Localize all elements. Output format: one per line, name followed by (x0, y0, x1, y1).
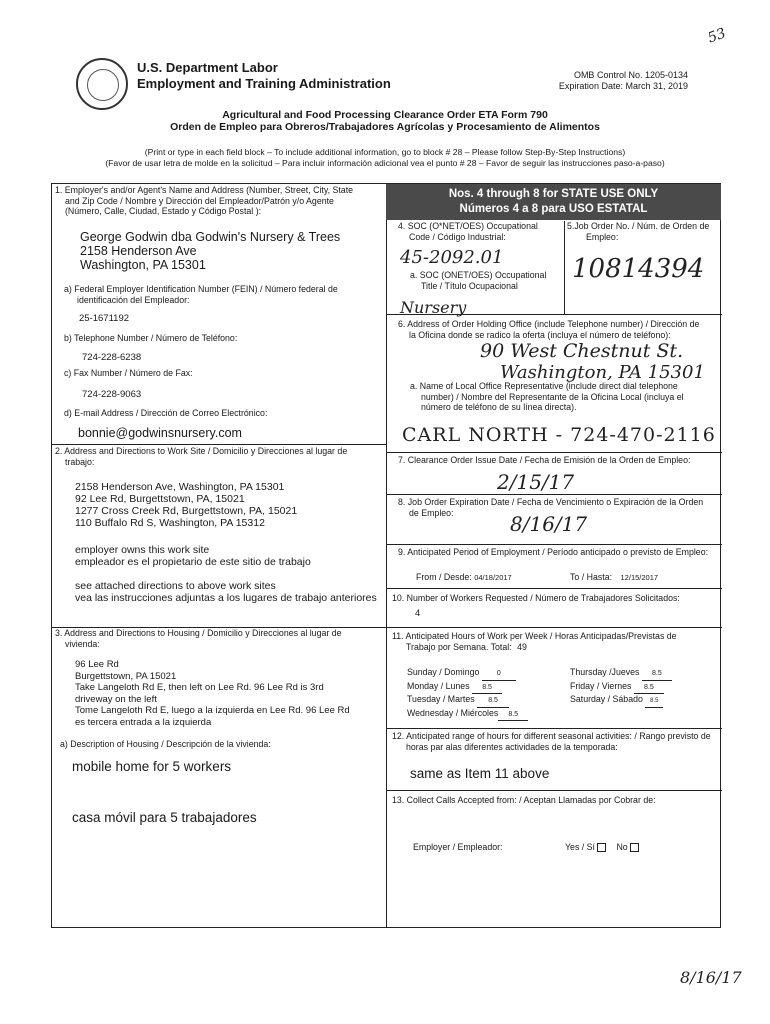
issue-date: 2/15/17 (497, 470, 575, 494)
expiration-date: 8/16/17 (510, 512, 588, 536)
fein-value: 25-1671192 (79, 313, 130, 324)
block-2-label: 2. Address and Directions to Work Site / Domicilio y Direcciones al lugar de trabajo: (55, 446, 348, 467)
divider (386, 790, 722, 791)
housing-address: 96 Lee Rd Burgettstown, PA 15021 Take Langeloth Rd E, then left on Lee Rd. 96 Lee Rd is 3rd driveway on the left Tome Langeloth Rd E, luego a la izquierda en Lee Rd. 96 Lee Rd es tercera entrada a la izquierda (75, 659, 350, 728)
work-sites: 2158 Henderson Ave, Washington, PA 15301 92 Lee Rd, Burgettstown, PA, 15021 1277 Cross Creek Rd, Burgettstown, PA, 15021 110 Buffalo Rd S, Washington, PA 15312 (75, 481, 298, 529)
block-8-label: 8. Job Order Expiration Date / Fecha de Vencimiento o Expiración de la Orden de Empleo: (398, 497, 704, 518)
office-address-line1: 90 West Chestnut St. (480, 340, 684, 362)
divider (386, 728, 722, 729)
block-3-label: 3. Address and Directions to Housing / Domicilio y Direcciones al lugar de vivienda: (55, 628, 342, 649)
block-11-label: 11. Anticipated Hours of Work per Week / Horas Anticipadas/Previstas de Trabajo por Semana. Total: 49 (392, 631, 677, 652)
phone-value: 724-228-6238 (82, 352, 142, 363)
divider (386, 494, 722, 495)
housing-desc-en: mobile home for 5 workers (72, 759, 232, 774)
banner-es: Números 4 a 8 para USO ESTATAL (459, 203, 648, 215)
department-name: U.S. Department Labor (137, 60, 278, 75)
to-date: 12/15/2017 (620, 573, 659, 582)
divider (52, 444, 386, 445)
office-representative: CARL NORTH - 724-470-2116 (402, 424, 716, 446)
divider (386, 544, 722, 545)
tuesday-hours: Tuesday / Martes 8.5 (407, 694, 528, 708)
banner-en: Nos. 4 through 8 for STATE USE ONLY (448, 188, 659, 200)
directions-note: see attached directions to above work sites vea las instrucciones adjuntas a los lugares de trabajo anteriores (75, 580, 377, 604)
omb-info (559, 70, 688, 92)
block-1-label: 1. Employer's and/or Agent's Name and Address (Number, Street, City, State and Zip Code / Nombre y Dirección del Empleador/Patrón y/o Agente (Número, Calle, Ciudad, Estado y Código Postal ): (55, 185, 354, 216)
dol-seal-icon (76, 58, 128, 110)
collect-calls-options: Yes / Sí No (565, 842, 639, 853)
ownership-note: employer owns this work site empleador es el propietario de este sitio de trabajo (75, 544, 311, 568)
block-4-label: 4. SOC (O*NET/OES) Occupational Code / Código Industrial: (398, 221, 538, 242)
seasonal-range: same as Item 11 above (410, 766, 550, 781)
collect-calls-employer: Employer / Empleador: (413, 842, 503, 852)
employer-street: 2158 Henderson Ave (80, 244, 197, 258)
fax-value: 724-228-9063 (82, 389, 142, 400)
office-address-line2: Washington, PA 15301 (500, 362, 705, 383)
total-hours: 49 (517, 641, 527, 652)
block-7-label: 7. Clearance Order Issue Date / Fecha de Emisión de la Orden de Empleo: (398, 455, 691, 465)
period-from: From / Desde: 04/18/2017 (416, 572, 512, 582)
omb-expiration: Expiration Date: March 31, 2019 (558, 81, 688, 91)
block-9-label: 9. Anticipated Period of Employment / Período anticipado o previsto de Empleo: (398, 547, 709, 557)
yes-checkbox[interactable] (597, 843, 606, 852)
employer-city: Washington, PA 15301 (80, 258, 206, 272)
saturday-hours: Saturday / Sábado 8.5 (570, 694, 672, 708)
fein-label: a) Federal Employer Identification Number (FEIN) / Número federal de identificación del Empleador: (64, 284, 338, 305)
state-use-banner (386, 184, 721, 220)
email-label: d) E-mail Address / Dirección de Correo Electrónico: (64, 408, 268, 418)
period-to: To / Hasta: 12/15/2017 (570, 572, 659, 582)
housing-desc-label: a) Description of Housing / Descripción de la vivienda: (60, 739, 271, 749)
wednesday-hours: Wednesday / Miércoles 8.5 (407, 708, 528, 722)
agency-name: Employment and Training Administration (137, 76, 391, 91)
divider (386, 627, 722, 628)
workers-requested: 4 (415, 608, 421, 619)
block-12-label: 12. Anticipated range of hours for different seasonal activities: / Rango previsto de horas par alas diferentes actividades de la temporada: (392, 731, 711, 752)
fax-label: c) Fax Number / Número de Fax: (64, 368, 193, 378)
hours-weekdays-left (407, 667, 528, 721)
instructions-en: (Print or type in each field block – To include additional information, go to block # 28 – Please follow Step-By-Step Instructions) (144, 147, 626, 157)
soc-title: Nursery (400, 298, 467, 317)
soc-code: 45-2092.01 (400, 247, 504, 268)
job-order-number: 10814394 (572, 254, 705, 284)
thursday-hours: Thursday /Jueves 8.5 (570, 667, 672, 681)
block-10-label: 10. Number of Workers Requested / Número de Trabajadores Solicitados: (392, 593, 680, 603)
corner-mark: 53 (705, 25, 729, 47)
block-6a-label: a. Name of Local Office Representative (include direct dial telephone number) / Nombre del Representante de la Oficina Local (incluya el número de teléfono de su línea directa). (410, 381, 684, 412)
hours-weekdays-right (570, 667, 672, 708)
instructions-es: (Favor de usar letra de molde en la solicitud – Para incluir información adicional vea el punto # 28 – Favor de seguir las instrucciones paso-a-paso) (105, 158, 665, 168)
block-4a-label: a. SOC (ONET/OES) Occupational Title / Título Ocupacional (410, 270, 547, 291)
monday-hours: Monday / Lunes 8.5 (407, 681, 528, 695)
divider (386, 452, 722, 453)
email-value: bonnie@godwinsnursery.com (78, 426, 242, 440)
employer-name: George Godwin dba Godwin's Nursery & Trees (80, 230, 341, 244)
divider (386, 588, 722, 589)
housing-desc-es: casa móvil para 5 trabajadores (72, 810, 257, 825)
divider (564, 221, 565, 315)
block-13-label: 13. Collect Calls Accepted from: / Aceptan Llamadas por Cobrar de: (392, 795, 656, 805)
column-divider (386, 184, 387, 927)
block-5-label: 5.Job Order No. / Núm. de Orden de Empleo: (567, 221, 710, 242)
sunday-hours: Sunday / Domingo 0 (407, 667, 528, 681)
form-title-es: Orden de Empleo para Obreros/Trabajadores Agrícolas y Procesamiento de Alimentos (170, 121, 600, 133)
form-title-en: Agricultural and Food Processing Clearance Order ETA Form 790 (222, 109, 548, 121)
friday-hours: Friday / Viernes 8.5 (570, 681, 672, 695)
footer-handwritten-date: 8/16/17 (680, 968, 742, 987)
from-date: 04/18/2017 (474, 573, 512, 582)
no-checkbox[interactable] (630, 843, 639, 852)
omb-control: OMB Control No. 1205-0134 (573, 70, 688, 80)
phone-label: b) Telephone Number / Número de Teléfono: (64, 333, 238, 343)
employer-address (80, 230, 340, 272)
block-6-label: 6. Address of Order Holding Office (include Telephone number) / Dirección de la Oficina donde se radico la oferta (incluya el número de teléfono): (398, 319, 700, 340)
